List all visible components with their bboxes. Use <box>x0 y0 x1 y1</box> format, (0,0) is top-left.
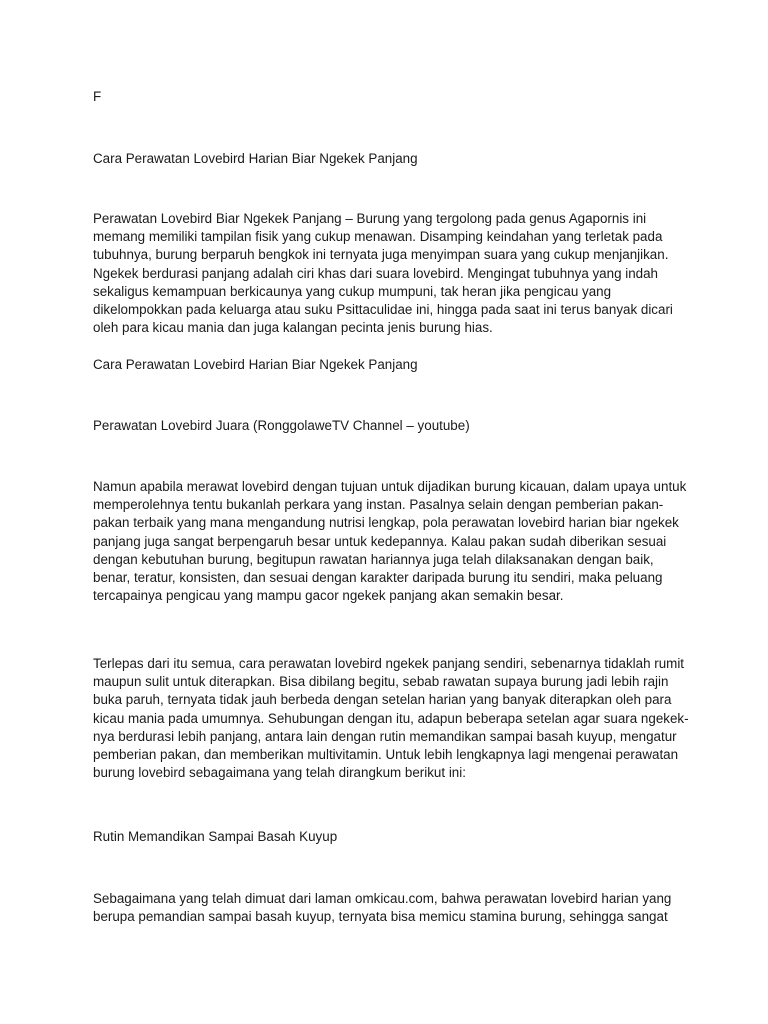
paragraph-line: buka paruh, ternyata tidak jauh berbeda dengan setelan harian yang banyak diterapkan oleh para <box>93 692 672 708</box>
paragraph-line: pemberian pakan, dan memberikan multivitamin. Untuk lebih lengkapnya lagi mengenai perawatan <box>93 747 679 763</box>
image-caption: Perawatan Lovebird Juara (RonggolaweTV Channel – youtube) <box>93 418 470 433</box>
paragraph-line: dengan kebutuhan burung, begitupun rawatan hariannya juga telah dilaksanakan dengan baik, <box>93 551 654 567</box>
title-repeat: Cara Perawatan Lovebird Harian Biar Ngekek Panjang <box>93 357 418 372</box>
document-title: Cara Perawatan Lovebird Harian Biar Ngekek Panjang <box>93 151 418 166</box>
paragraph-line: Ngekek berdurasi panjang adalah ciri khas dari suara lovebird. Mengingat tubuhnya yang indah <box>93 265 659 281</box>
paragraph-2 <box>93 478 687 605</box>
paragraph-line: nya berdurasi lebih panjang, antara lain dengan rutin memandikan sampai basah kuyup, mengatur <box>93 728 677 744</box>
paragraph-line: memperolehnya tentu bukanlah perkara yang instan. Pasalnya selain dengan pemberian pakan- <box>93 497 664 513</box>
paragraph-4 <box>93 890 683 926</box>
section-subheading: Rutin Memandikan Sampai Basah Kuyup <box>93 829 338 844</box>
paragraph-line: maupun sulit untuk diterapkan. Bisa dibilang begitu, sebab rawatan supaya burung jadi lebih rajin <box>93 674 669 690</box>
paragraph-line: pakan terbaik yang mana mengandung nutrisi lengkap, pola perawatan lovebird harian biar ngekek <box>93 515 679 531</box>
paragraph-line: Namun apabila merawat lovebird dengan tujuan untuk dijadikan burung kicauan, dalam upaya untuk <box>93 479 687 494</box>
paragraph-line: benar, teratur, konsisten, dan sesuai dengan karakter daripada burung itu sendiri, maka peluang <box>93 570 663 586</box>
paragraph-line: oleh para kicau mania dan juga kalangan pecinta jenis burung hias. <box>93 320 493 336</box>
paragraph-line: sekaligus kemampuan berkicaunya yang cukup mumpuni, tak heran jika pengicau yang <box>93 283 612 299</box>
paragraph-line: Sebagaimana yang telah dimuat dari laman omkicau.com, bahwa perawatan lovebird harian yang <box>93 891 672 906</box>
paragraph-line: kicau mania pada umumnya. Sehubungan dengan itu, adapun beberapa setelan agar suara ngekek- <box>93 710 689 726</box>
paragraph-line: Terlepas dari itu semua, cara perawatan lovebird ngekek panjang sendiri, sebenarnya tidaklah rumit <box>93 656 685 671</box>
paragraph-line: berupa pemandian sampai basah kuyup, ternyata bisa memicu stamina burung, sehingga sangat <box>93 909 668 925</box>
paragraph-line: panjang juga sangat berpengaruh besar untuk kedepannya. Kalau pakan sudah diberikan sesuai <box>93 533 667 549</box>
paragraph-line: tercapainya pengicau yang mampu gacor ngekek panjang akan semakin besar. <box>93 588 564 604</box>
paragraph-line: burung lovebird sebagaimana yang telah dirangkum berikut ini: <box>93 765 466 781</box>
paragraph-line: dikelompokkan pada keluarga atau suku Psittaculidae ini, hingga pada saat ini terus banyak dicari <box>93 302 673 318</box>
paragraph-line: memang memiliki tampilan fisik yang cukup menawan. Disamping keindahan yang terletak pada <box>93 229 663 245</box>
paragraph-3 <box>93 655 689 782</box>
intro-paragraph <box>93 210 683 337</box>
page-marker: F <box>93 89 102 104</box>
paragraph-line: tubuhnya, burung berparuh bengkok ini ternyata juga menyimpan suara yang cukup menjanjikan. <box>93 247 669 263</box>
paragraph-line: Perawatan Lovebird Biar Ngekek Panjang – Burung yang tergolong pada genus Agapornis ini <box>93 211 647 226</box>
